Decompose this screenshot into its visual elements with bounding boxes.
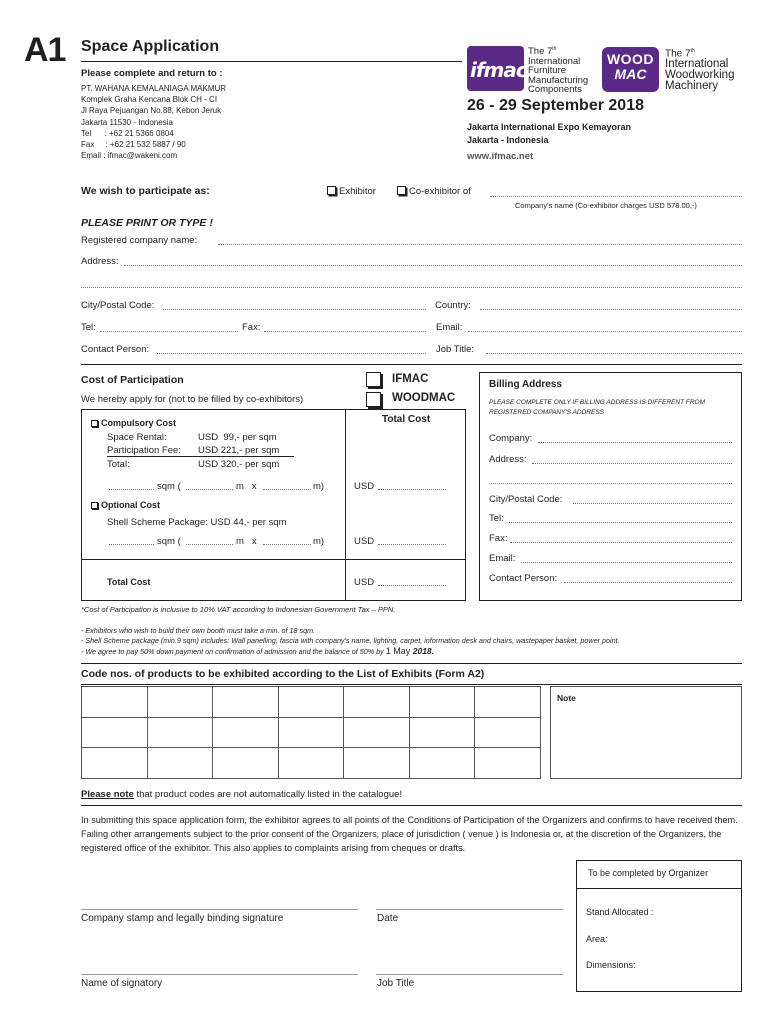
woodmac-checkbox[interactable] (366, 392, 381, 407)
woodmac-logo-top: WOOD (606, 51, 655, 67)
compulsory-usd-field[interactable] (378, 489, 446, 490)
cost-heading: Cost of Participation (81, 374, 184, 386)
code-cell[interactable] (278, 748, 344, 779)
total-rate-value: USD 320,- per sqm (198, 459, 280, 470)
contact-field[interactable] (157, 353, 426, 354)
total-usd-label: USD (354, 577, 375, 588)
product-codes-grid[interactable] (81, 686, 541, 779)
billing-tel-field[interactable] (509, 522, 732, 523)
optional-label: Optional Cost (101, 500, 160, 510)
note-line: - Shell Scheme package (min.9 sqm) includes: Wall panelling, fascia with company's name, lighting, carpet, information desk and chairs, wastepaper basket, power point. (81, 636, 620, 645)
participate-label: We wish to participate as: (81, 185, 210, 197)
signatory-job-field[interactable] (376, 974, 563, 975)
code-cell[interactable] (82, 748, 148, 779)
woodmac-desc-line: Woodworking (665, 69, 735, 82)
terms-rule (81, 805, 742, 806)
event-website: www.ifmac.net (467, 151, 534, 162)
form-code: A1 (24, 31, 66, 69)
address-label: Address: (81, 256, 119, 267)
exhibitor-label: Exhibitor (339, 186, 376, 197)
billing-city-field[interactable] (573, 503, 732, 504)
codes-row (82, 717, 541, 748)
address-line: Jl Raya Pejuangan No.88, Kebon Jeruk (81, 106, 222, 116)
participation-fee-label: Participation Fee: (107, 445, 181, 456)
woodmac-logo-bottom: MAC (614, 66, 647, 82)
space-rental-label: Space Rental: (107, 432, 167, 443)
header-rule (81, 61, 462, 62)
coexhibitor-note: Company's name (Co-exhibitor charges USD 578.00,-) (515, 201, 697, 210)
space-rental-value: USD 99,- per sqm (198, 432, 277, 443)
ifmac-desc-line: Components (528, 84, 582, 96)
codes-row (82, 687, 541, 718)
compulsory-cost-option[interactable] (91, 418, 176, 428)
return-address (81, 83, 226, 161)
woodmac-logo (602, 47, 659, 92)
coexhibitor-company-field[interactable] (490, 196, 742, 197)
code-cell[interactable] (147, 748, 213, 779)
billing-address-field[interactable] (532, 463, 732, 464)
billing-city-label: City/Postal Code: (489, 494, 563, 505)
ifmac-desc-line: Manufacturing (528, 74, 589, 86)
code-cell[interactable] (409, 687, 475, 718)
notes-list (81, 626, 620, 657)
ifmac-logo-text: ifmac (470, 58, 527, 82)
event-dates: 26 - 29 September 2018 (467, 97, 644, 114)
code-cell[interactable] (213, 687, 279, 718)
coexhibitor-label: Co-exhibitor of (409, 186, 471, 197)
signatory-name-label: Name of signatory (81, 978, 163, 989)
address-line: Email : ifmac@wakeni.com (81, 151, 178, 161)
billing-note: PLEASE COMPLETE ONLY IF BILLING ADDRESS IS DIFFERENT FROM REGISTERED COMPANY'S ADDRESS (489, 399, 705, 416)
participation-fee-value: USD 221,- per sqm (198, 445, 280, 456)
organizer-box (576, 860, 742, 992)
codes-please-note (81, 789, 402, 800)
code-cell[interactable] (344, 717, 410, 748)
event-venue-1: Jakarta International Expo Kemayoran (467, 122, 632, 132)
ifmac-description (528, 45, 588, 95)
date-label: Date (377, 913, 399, 924)
company-name-field[interactable] (218, 244, 742, 245)
compulsory-label: Compulsory Cost (101, 418, 177, 428)
woodmac-option-label: WOODMAC (392, 392, 456, 404)
terms-text: In submitting this space application form, the exhibitor agrees to all points of the Conditions of Participation of the Organizers and confirms to have received them. Failing other arrangements subject to the prior consent of the Organizers, place of jurisdiction ( venue ) is Indonesia or, at the discretion of the Organizers, the registered office of the exhibitor. This also applies to complaints arising from cheques or drafts. (81, 815, 738, 853)
job-title-field[interactable] (486, 353, 742, 354)
compulsory-checkbox[interactable] (91, 420, 98, 427)
optional-mx-text: m x (236, 536, 257, 547)
billing-fax-label: Fax: (489, 533, 508, 544)
vat-note: *Cost of Participation is inclusive to 10% VAT according to Indonesian Government Tax – PPN. (81, 605, 396, 614)
code-cell[interactable] (344, 748, 410, 779)
exhibitor-checkbox[interactable] (327, 186, 336, 195)
woodmac-edition: The 7th (665, 48, 695, 60)
optional-m-close: m) (313, 536, 325, 547)
code-cell[interactable] (278, 687, 344, 718)
code-cell[interactable] (213, 748, 279, 779)
page-title: Space Application (81, 38, 220, 55)
tel-field[interactable] (100, 331, 238, 332)
stamp-signature-field[interactable] (81, 909, 358, 910)
job-title-label: Job Title: (436, 344, 475, 355)
codes-row (82, 748, 541, 779)
code-cell[interactable] (475, 748, 541, 779)
address-line: Fax : +62 21 532 5887 / 90 (81, 140, 186, 150)
compulsory-mx-text: m x (236, 481, 257, 492)
optional-width-field[interactable] (186, 544, 233, 545)
email-field[interactable] (468, 331, 742, 332)
code-cell[interactable] (278, 717, 344, 748)
stamp-signature-label: Company stamp and legally binding signature (81, 913, 284, 924)
code-cell[interactable] (147, 717, 213, 748)
billing-company-label: Company: (489, 433, 533, 444)
codes-rule-top (81, 663, 742, 664)
code-cell[interactable] (409, 717, 475, 748)
code-cell[interactable] (475, 687, 541, 718)
event-venue-2: Jakarta - Indonesia (467, 135, 549, 145)
billing-address-label: Address: (489, 454, 527, 465)
cost-apply-text: We hereby apply for (not to be filled by co-exhibitors) (81, 394, 304, 405)
organizer-heading: To be completed by Organizer (588, 868, 709, 878)
coexhibitor-checkbox[interactable] (397, 186, 406, 195)
ifmac-logo (467, 46, 527, 91)
optional-usd-field[interactable] (378, 544, 446, 545)
company-name-label: Registered company name: (81, 235, 198, 246)
billing-contact-label: Contact Person: (489, 573, 558, 584)
optional-sqm-field[interactable] (109, 544, 154, 545)
optional-usd-label: USD (354, 536, 375, 547)
note-line: - We agree to pay 50% down payment on confirmation of admission and the balance of 50% by 1 May 2018. (81, 646, 435, 656)
address-line: Tel : +62 21 5366 0804 (81, 128, 174, 138)
ifmac-desc-line: Furniture (528, 65, 567, 77)
stand-allocated-label: Stand Allocated : (586, 907, 654, 917)
fee-underline (107, 456, 294, 457)
please-note-label: Please note (81, 789, 134, 800)
tel-label: Tel: (81, 322, 96, 333)
total-usd-field[interactable] (378, 585, 446, 586)
fax-label: Fax: (242, 322, 261, 333)
compulsory-m-close: m) (313, 481, 325, 492)
note-line: - Exhibitors who wish to build their own booth must take a min. of 18 sqm. (81, 626, 316, 635)
country-field[interactable] (480, 309, 742, 310)
code-cell[interactable] (147, 687, 213, 718)
address-field[interactable] (124, 265, 742, 266)
coexhibitor-option[interactable] (397, 186, 471, 197)
woodmac-description (665, 46, 734, 92)
code-cell[interactable] (344, 687, 410, 718)
billing-heading: Billing Address (489, 379, 562, 390)
optional-checkbox[interactable] (91, 502, 98, 509)
organizer-box-divider (576, 888, 742, 889)
fax-field[interactable] (264, 331, 426, 332)
dimensions-label: Dimensions: (586, 960, 636, 970)
total-cost-label: Total Cost (107, 577, 151, 587)
signatory-job-label: Job Title (377, 978, 415, 989)
ifmac-edition: The 7th (528, 46, 557, 58)
ifmac-desc-line: International (528, 55, 581, 67)
billing-email-label: Email: (489, 553, 516, 564)
compulsory-sqm-field[interactable] (109, 489, 154, 490)
note-box[interactable] (550, 686, 742, 779)
contact-label: Contact Person: (81, 344, 150, 355)
optional-cost-option[interactable] (91, 500, 160, 510)
codes-rule-bottom (81, 684, 742, 685)
ifmac-checkbox[interactable] (366, 372, 381, 387)
compulsory-length-field[interactable] (263, 489, 311, 490)
code-cell[interactable] (82, 717, 148, 748)
cost-table-row-rule (81, 559, 466, 560)
email-label: Email: (436, 322, 463, 333)
country-label: Country: (435, 300, 471, 311)
area-label: Area: (586, 934, 608, 944)
code-cell[interactable] (409, 748, 475, 779)
address-line: Komplek Graha Kencana Blok CH - CI (81, 95, 218, 105)
billing-address-field-2[interactable] (489, 483, 732, 484)
compulsory-usd-label: USD (354, 481, 375, 492)
codes-heading: Code nos. of products to be exhibited according to the List of Exhibits (Form A2) (81, 668, 485, 680)
optional-length-field[interactable] (263, 544, 311, 545)
address-field-2[interactable] (81, 287, 742, 288)
total-rate-label: Total: (107, 459, 130, 470)
city-label: City/Postal Code: (81, 300, 155, 311)
address-line: Jakarta 11530 - Indonesia (81, 117, 173, 127)
billing-email-field[interactable] (521, 562, 732, 563)
woodmac-desc-line: International (665, 58, 729, 71)
code-cell[interactable] (213, 717, 279, 748)
date-field[interactable] (376, 909, 563, 910)
billing-fax-field[interactable] (510, 542, 732, 543)
billing-contact-field[interactable] (564, 582, 732, 583)
return-instruction: Please complete and return to : (81, 68, 223, 79)
compulsory-sqm-text: sqm ( (157, 481, 181, 492)
city-field[interactable] (163, 309, 426, 310)
billing-company-field[interactable] (538, 442, 732, 443)
woodmac-desc-line: Machinery (665, 80, 719, 93)
code-cell[interactable] (475, 717, 541, 748)
cost-table-divider (345, 409, 346, 601)
total-cost-header: Total Cost (382, 414, 431, 425)
section-rule (81, 364, 742, 365)
exhibitor-option[interactable] (327, 186, 376, 197)
optional-sqm-text: sqm ( (157, 536, 181, 547)
address-line: PT. WAHANA KEMALANIAGA MAKMUR (81, 84, 227, 93)
signatory-name-field[interactable] (81, 974, 358, 975)
print-note: PLEASE PRINT OR TYPE ! (81, 217, 213, 229)
code-cell[interactable] (82, 687, 148, 718)
please-note-text: that product codes are not automatically listed in the catalogue! (133, 789, 403, 800)
ifmac-option-label: IFMAC (392, 373, 429, 385)
note-box-label: Note (557, 693, 576, 703)
billing-tel-label: Tel: (489, 513, 504, 524)
compulsory-width-field[interactable] (186, 489, 233, 490)
shell-scheme-text: Shell Scheme Package: USD 44,- per sqm (107, 517, 287, 528)
